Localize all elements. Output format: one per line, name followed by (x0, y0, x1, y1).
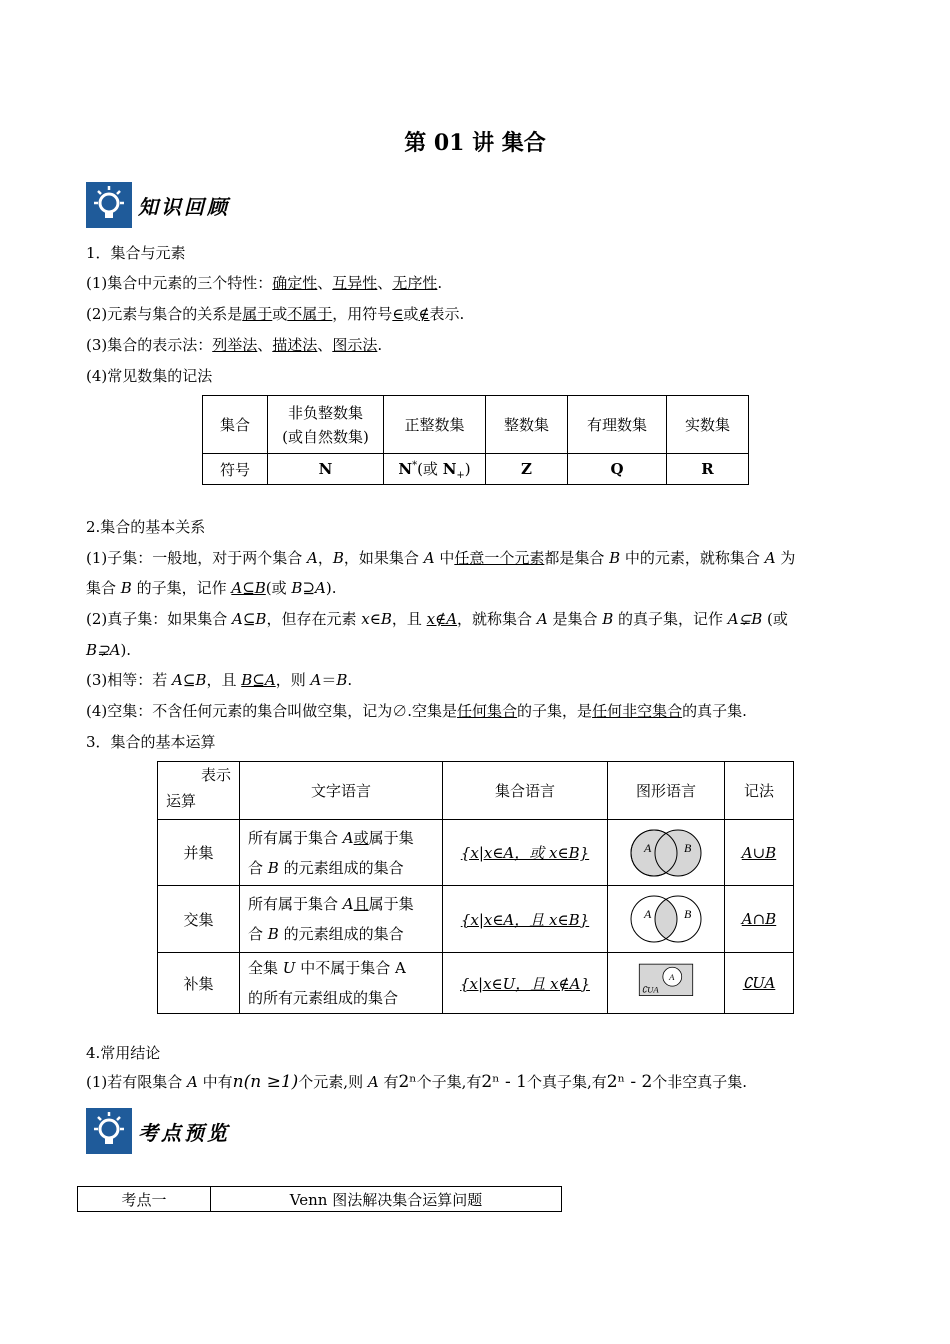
preview-table (77, 1186, 562, 1212)
operation-text: 所有属于集合 A或属于集 合 B 的元素组成的集合 (240, 820, 443, 886)
table-header-cell: 实数集 (667, 396, 749, 454)
lightbulb-icon (86, 1108, 132, 1154)
table-cell: N (268, 454, 384, 485)
paragraph-proper-subset-1: (2)真子集：如果集合 A⊆B，但存在元素 x∈B，且 x∉A，就称集合 A 是集合 B 的真子集，记作 A⊊B (或 (86, 610, 788, 628)
table-header-cell: 记法 (725, 762, 794, 820)
table-cell: R (667, 454, 749, 485)
table-header-cell: 非负整数集 (或自然数集) (268, 396, 384, 454)
table-header-cell: 整数集 (486, 396, 568, 454)
venn-label-a: A (644, 907, 652, 921)
operation-name: 交集 (158, 886, 240, 953)
table-header-cell: 集合语言 (443, 762, 608, 820)
operation-notation: A∪B (725, 820, 794, 886)
table-header-cell: 正整数集 (384, 396, 486, 454)
table-row (158, 953, 794, 1014)
operation-text: 全集 U 中不属于集合 A 的所有元素组成的集合 (240, 953, 443, 1014)
operations-table (157, 761, 794, 1014)
venn-label-a: A (669, 971, 675, 982)
table-cell: Q (568, 454, 667, 485)
operation-set-notation: {x|x∈U，且 x∉A} (443, 953, 608, 1014)
lightbulb-icon (86, 182, 132, 228)
operation-set-notation: {x|x∈A，且 x∈B} (443, 886, 608, 953)
paragraph-proper-subset-2: B⊋A). (86, 641, 132, 659)
paragraph-equal: (3)相等：若 A⊆B，且 B⊆A，则 A＝B. (86, 671, 353, 689)
number-set-table (202, 395, 749, 485)
heading-set-operations: 3．集合的基本运算 (86, 733, 216, 751)
paragraph-empty-set: (4)空集：不含任何元素的集合叫做空集，记为∅.空集是任何集合的子集，是任何非空集合的真子集. (86, 702, 747, 720)
section-header-label: 考点预览 (138, 1120, 230, 1145)
table-header-cell: 集合 (203, 396, 268, 454)
table-row (158, 886, 794, 953)
venn-union (608, 820, 725, 886)
paragraph-representation: (3)集合的表示法：列举法、描述法、图示法. (86, 336, 383, 354)
operation-set-notation: {x|x∈A，或 x∈B} (443, 820, 608, 886)
venn-label-b: B (684, 907, 692, 921)
paragraph-number-sets: (4)常见数集的记法 (86, 367, 213, 385)
operation-text: 所有属于集合 A且属于集 合 B 的元素组成的集合 (240, 886, 443, 953)
venn-intersection (608, 886, 725, 953)
venn-label-a: A (644, 840, 652, 855)
heading-common-conclusions: 4.常用结论 (86, 1044, 161, 1062)
section-header-label: 知识回顾 (138, 194, 230, 219)
section-header-review (86, 182, 230, 228)
operation-name: 补集 (158, 953, 240, 1014)
venn-complement (608, 953, 725, 1014)
venn-label-complement: ∁UA (641, 984, 659, 995)
paragraph-element-properties: (1)集合中元素的三个特性：确定性、互异性、无序性. (86, 274, 443, 292)
table-corner-cell: 表示 运算 (158, 762, 240, 820)
table-header-cell: 有理数集 (568, 396, 667, 454)
heading-set-relations: 2.集合的基本关系 (86, 518, 206, 536)
preview-topic-number: 考点一 (78, 1187, 211, 1212)
preview-topic-title[interactable]: Venn 图法解决集合运算问题 (211, 1187, 562, 1212)
paragraph-membership: (2)元素与集合的关系是属于或不属于，用符号∈或∉表示. (86, 305, 465, 323)
paragraph-subset-2: 集合 B 的子集，记作 A⊆B(或 B⊇A). (86, 579, 337, 597)
operation-notation: ∁UA (725, 953, 794, 1014)
paragraph-subset-1: (1)子集：一般地，对于两个集合 A，B，如果集合 A 中任意一个元素都是集合 B 中的元素，就称集合 A 为 (86, 549, 796, 567)
page-title: 第 01 讲 集合 (404, 130, 546, 156)
heading-set-and-element: 1．集合与元素 (86, 244, 186, 262)
table-header-cell: 文字语言 (240, 762, 443, 820)
venn-label-b: B (684, 840, 692, 855)
operation-name: 并集 (158, 820, 240, 886)
table-header-cell: 图形语言 (608, 762, 725, 820)
table-cell: N*(或 $N_+$) (384, 454, 486, 485)
paragraph-subset-count: (1)若有限集合 A 中有n(n ≥1)个元素,则 A 有2ⁿ个子集,有2ⁿ - 1个真子集,有2ⁿ - 2个非空真子集. (86, 1072, 748, 1092)
table-cell: 符号 (203, 454, 268, 485)
operation-notation: A∩B (725, 886, 794, 953)
table-cell: Z (486, 454, 568, 485)
section-header-preview (86, 1108, 230, 1154)
table-row (158, 820, 794, 886)
